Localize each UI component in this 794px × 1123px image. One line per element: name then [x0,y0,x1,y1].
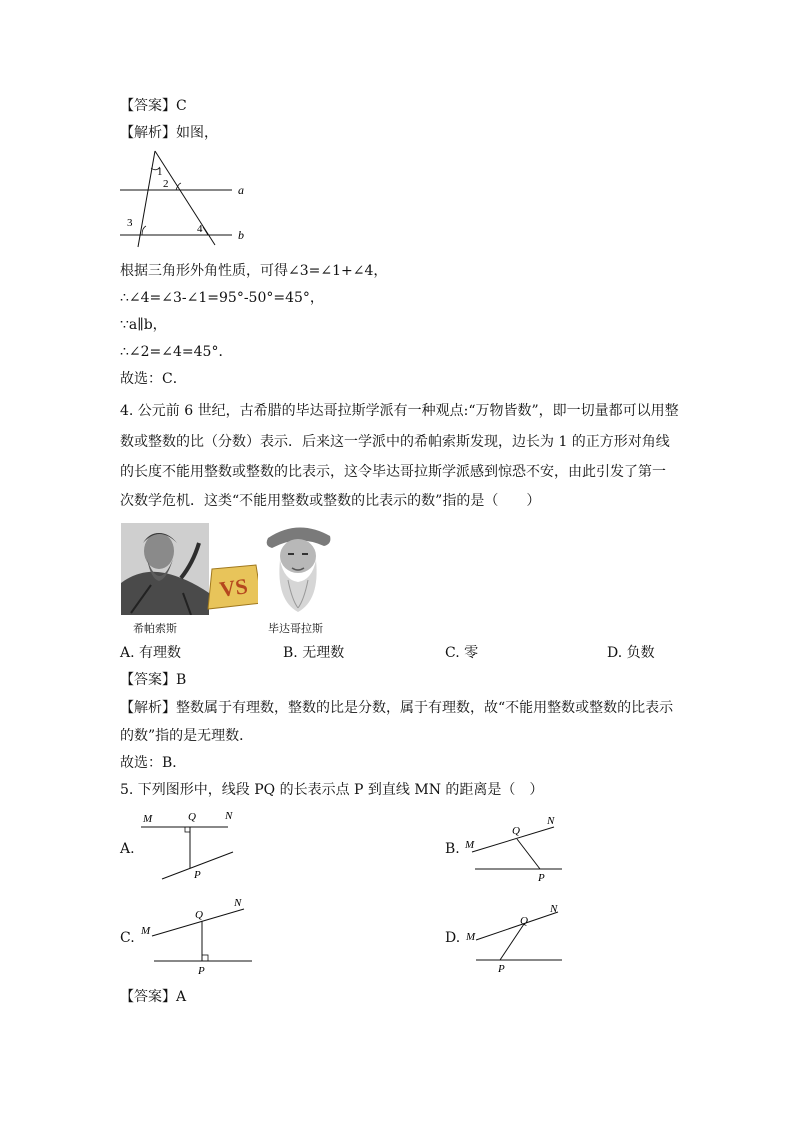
pythagoras-portrait [258,520,338,615]
line-label-a: a [238,183,244,197]
q4-choose: 故选：B． [120,755,187,771]
caption-pythagoras: 毕达哥拉斯 [268,622,323,635]
q3-answer: 【答案】C [120,98,187,114]
svg-text:Q: Q [195,909,203,921]
svg-text:M: M [466,931,476,943]
q5-figure-b [462,812,572,884]
svg-text:P: P [538,872,545,884]
q3-analysis-label: 【解析】如图， [120,125,218,141]
q3-step-2: ∴∠4=∠3-∠1=95°-50°=45°， [120,290,324,306]
svg-text:Q: Q [520,915,528,927]
angle-label-1: 1 [157,166,163,178]
q3-choose: 故选：C． [120,371,187,387]
svg-text:M: M [465,839,475,851]
caption-hippasus: 希帕索斯 [133,622,177,635]
q5-option-a-label: A. [120,841,135,857]
q4-stem-line-3: 的长度不能用整数或整数的比表示，这令毕达哥拉斯学派感到惊恐不安，由此引发了第一 [120,464,666,480]
q4-stem-line-2: 数或整数的比（分数）表示．后来这一学派中的希帕索斯发现，边长为 1 的正方形对角线 [120,434,670,450]
q5-figure-a [138,808,248,884]
q4-analysis-line-1: 【解析】整数属于有理数，整数的比是分数，属于有理数，故“不能用整数或整数的比表示 [120,700,674,716]
q5-stem: 5. 下列图形中，线段 PQ 的长表示点 P 到直线 MN 的距离是（ ） [120,782,544,798]
angle-4-arc [203,227,208,235]
svg-text:N: N [550,903,558,915]
angle-label-4: 4 [197,223,203,235]
q4-option-b: B. 无理数 [283,645,345,661]
angle-2-arc [176,183,181,190]
angle-3-arc [142,226,146,235]
q3-step-3: ∵a∥b， [120,317,167,333]
line-label-b: b [238,228,244,242]
q5-option-b-label: B. [445,841,460,857]
q4-option-a: A. 有理数 [120,645,182,661]
svg-text:P: P [194,869,201,881]
svg-text:VS: VS [217,573,250,602]
svg-text:M: M [143,813,153,825]
q5-answer: 【答案】A [120,989,187,1005]
q3-step-1: 根据三角形外角性质，可得∠3=∠1+∠4， [120,263,388,279]
vs-logo [204,563,264,613]
angle-label-2: 2 [163,178,169,190]
q4-option-c: C. 零 [445,645,479,661]
transversal-right [155,151,215,245]
svg-text:Q: Q [188,811,196,823]
svg-text:P: P [198,965,205,977]
q5-option-d-label: D. [445,930,461,946]
q4-stem-line-1: 4. 公元前 6 世纪，古希腊的毕达哥拉斯学派有一种观点:“万物皆数”，即一切量都可以用整 [120,403,679,419]
svg-text:P: P [498,963,505,975]
q5-option-c-label: C. [120,930,135,946]
svg-text:N: N [225,810,233,822]
q5-figure-d [462,898,572,978]
transversal-left [138,151,155,247]
q4-answer: 【答案】B [120,672,187,688]
q3-parallel-lines-figure [118,146,258,250]
svg-text:N: N [234,897,242,909]
q3-step-4: ∴∠2=∠4=45°． [120,344,233,360]
q5-figure-c [138,894,258,978]
svg-text:Q: Q [512,825,520,837]
angle-label-3: 3 [127,217,133,229]
q4-analysis-line-2: 的数”指的是无理数． [120,728,254,744]
hippasus-portrait [121,523,209,615]
svg-text:M: M [141,925,151,937]
q4-option-d: D. 负数 [607,645,655,661]
svg-text:N: N [547,815,555,827]
q4-stem-line-4: 次数学危机．这类“不能用整数或整数的比表示的数”指的是（ ） [120,493,541,509]
